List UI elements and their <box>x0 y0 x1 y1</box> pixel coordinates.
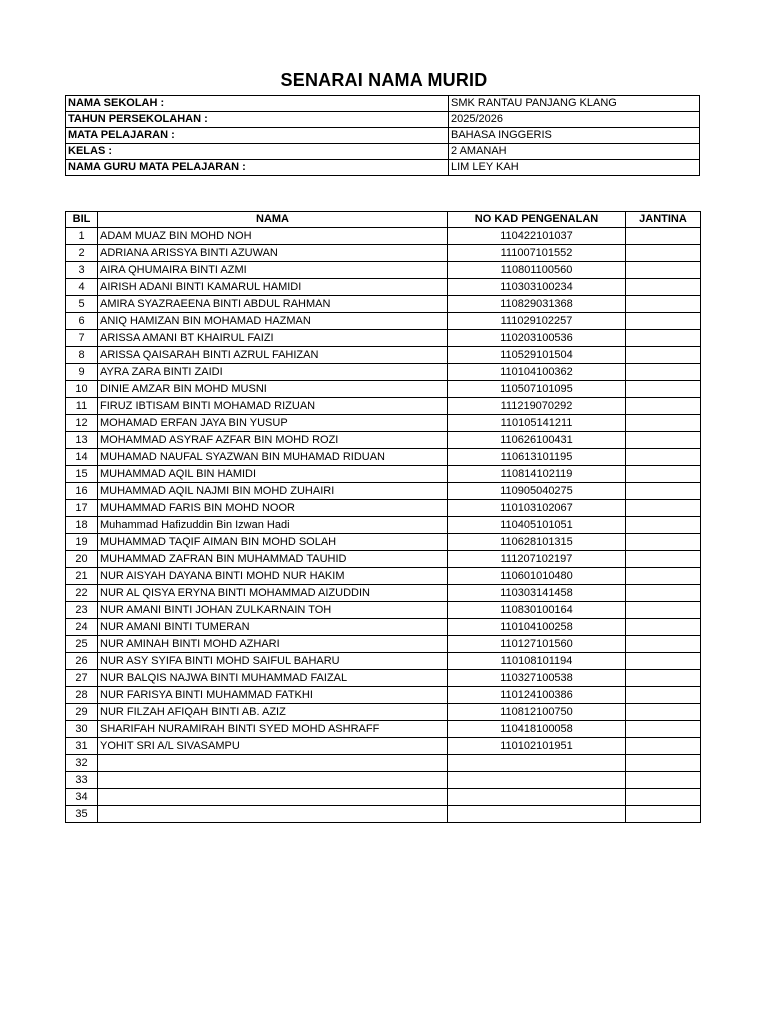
student-ic: 110303141458 <box>448 585 626 602</box>
student-ic: 110108101194 <box>448 653 626 670</box>
student-ic <box>448 772 626 789</box>
student-name: MUHAMMAD FARIS BIN MOHD NOOR <box>98 500 448 517</box>
info-label: NAMA SEKOLAH : <box>66 96 449 112</box>
student-bil: 20 <box>66 551 98 568</box>
table-row <box>66 432 701 449</box>
student-jantina <box>626 568 701 585</box>
student-jantina <box>626 381 701 398</box>
student-name: DINIE AMZAR BIN MOHD MUSNI <box>98 381 448 398</box>
student-bil: 3 <box>66 262 98 279</box>
student-name: ANIQ HAMIZAN BIN MOHAMAD HAZMAN <box>98 313 448 330</box>
table-row <box>66 568 701 585</box>
student-name: NUR FARISYA BINTI MUHAMMAD FATKHI <box>98 687 448 704</box>
student-ic: 110830100164 <box>448 602 626 619</box>
student-bil: 22 <box>66 585 98 602</box>
header-ic: NO KAD PENGENALAN <box>448 212 626 228</box>
student-name: NUR AMINAH BINTI MOHD AZHARI <box>98 636 448 653</box>
student-bil: 18 <box>66 517 98 534</box>
student-ic: 110812100750 <box>448 704 626 721</box>
page-title: SENARAI NAMA MURID <box>280 70 488 90</box>
table-row <box>66 653 701 670</box>
table-row <box>66 228 701 245</box>
table-row <box>66 585 701 602</box>
student-ic: 110105141211 <box>448 415 626 432</box>
table-row <box>66 687 701 704</box>
student-bil: 25 <box>66 636 98 653</box>
student-jantina <box>626 432 701 449</box>
student-jantina <box>626 738 701 755</box>
student-ic: 110327100538 <box>448 670 626 687</box>
info-value: SMK RANTAU PANJANG KLANG <box>449 96 700 112</box>
student-name: NUR AISYAH DAYANA BINTI MOHD NUR HAKIM <box>98 568 448 585</box>
table-row <box>66 262 701 279</box>
student-name: YOHIT SRI A/L SIVASAMPU <box>98 738 448 755</box>
student-bil: 15 <box>66 466 98 483</box>
student-bil: 17 <box>66 500 98 517</box>
student-ic: 110613101195 <box>448 449 626 466</box>
student-ic: 110601010480 <box>448 568 626 585</box>
info-row <box>66 160 700 176</box>
header-nama: NAMA <box>98 212 448 228</box>
student-bil: 19 <box>66 534 98 551</box>
student-name: MUHAMMAD AQIL NAJMI BIN MOHD ZUHAIRI <box>98 483 448 500</box>
table-row <box>66 500 701 517</box>
student-name: FIRUZ IBTISAM BINTI MOHAMAD RIZUAN <box>98 398 448 415</box>
school-info-table <box>65 95 700 176</box>
table-row <box>66 313 701 330</box>
student-name: MOHAMAD ERFAN JAYA BIN YUSUP <box>98 415 448 432</box>
student-bil: 28 <box>66 687 98 704</box>
info-row <box>66 144 700 160</box>
info-label: MATA PELAJARAN : <box>66 128 449 144</box>
info-value: BAHASA INGGERIS <box>449 128 700 144</box>
student-jantina <box>626 670 701 687</box>
student-name: NUR AMANI BINTI TUMERAN <box>98 619 448 636</box>
student-jantina <box>626 517 701 534</box>
student-jantina <box>626 466 701 483</box>
student-ic: 111007101552 <box>448 245 626 262</box>
info-value: 2 AMANAH <box>449 144 700 160</box>
student-bil: 7 <box>66 330 98 347</box>
table-row <box>66 330 701 347</box>
student-bil: 2 <box>66 245 98 262</box>
student-jantina <box>626 721 701 738</box>
student-bil: 10 <box>66 381 98 398</box>
student-name: Muhammad Hafizuddin Bin Izwan Hadi <box>98 517 448 534</box>
student-ic <box>448 806 626 823</box>
student-name: ADRIANA ARISSYA BINTI AZUWAN <box>98 245 448 262</box>
student-ic: 111207102197 <box>448 551 626 568</box>
student-jantina <box>626 245 701 262</box>
student-name: SHARIFAH NURAMIRAH BINTI SYED MOHD ASHRAFF <box>98 721 448 738</box>
student-jantina <box>626 704 701 721</box>
table-row <box>66 619 701 636</box>
table-row <box>66 789 701 806</box>
student-ic: 110628101315 <box>448 534 626 551</box>
student-bil: 8 <box>66 347 98 364</box>
table-row <box>66 636 701 653</box>
student-bil: 31 <box>66 738 98 755</box>
info-row <box>66 128 700 144</box>
student-bil: 35 <box>66 806 98 823</box>
student-ic: 110102101951 <box>448 738 626 755</box>
table-row <box>66 721 701 738</box>
student-ic <box>448 789 626 806</box>
table-row <box>66 398 701 415</box>
info-value: LIM LEY KAH <box>449 160 700 176</box>
student-name: AIRISH ADANI BINTI KAMARUL HAMIDI <box>98 279 448 296</box>
table-row <box>66 449 701 466</box>
student-bil: 16 <box>66 483 98 500</box>
table-header-row <box>66 212 701 228</box>
student-name: NUR AMANI BINTI JOHAN ZULKARNAIN TOH <box>98 602 448 619</box>
student-ic: 110829031368 <box>448 296 626 313</box>
table-row <box>66 483 701 500</box>
table-row <box>66 670 701 687</box>
table-row <box>66 381 701 398</box>
student-jantina <box>626 636 701 653</box>
student-ic: 110626100431 <box>448 432 626 449</box>
student-ic: 110127101560 <box>448 636 626 653</box>
student-bil: 24 <box>66 619 98 636</box>
table-row <box>66 534 701 551</box>
student-bil: 33 <box>66 772 98 789</box>
student-ic <box>448 755 626 772</box>
table-row <box>66 551 701 568</box>
student-ic: 110405101051 <box>448 517 626 534</box>
student-bil: 30 <box>66 721 98 738</box>
table-row <box>66 772 701 789</box>
table-row <box>66 466 701 483</box>
student-bil: 13 <box>66 432 98 449</box>
student-name <box>98 772 448 789</box>
student-bil: 14 <box>66 449 98 466</box>
student-ic: 110104100258 <box>448 619 626 636</box>
info-row <box>66 112 700 128</box>
table-row <box>66 415 701 432</box>
student-jantina <box>626 296 701 313</box>
student-name: NUR FILZAH AFIQAH BINTI AB. AZIZ <box>98 704 448 721</box>
table-row <box>66 704 701 721</box>
student-ic: 110203100536 <box>448 330 626 347</box>
student-name: AYRA ZARA BINTI ZAIDI <box>98 364 448 381</box>
student-bil: 11 <box>66 398 98 415</box>
student-name: MUHAMMAD ZAFRAN BIN MUHAMMAD TAUHID <box>98 551 448 568</box>
info-value: 2025/2026 <box>449 112 700 128</box>
student-ic: 110905040275 <box>448 483 626 500</box>
table-row <box>66 738 701 755</box>
student-bil: 9 <box>66 364 98 381</box>
table-row <box>66 279 701 296</box>
student-ic: 110529101504 <box>448 347 626 364</box>
student-bil: 23 <box>66 602 98 619</box>
student-ic: 110507101095 <box>448 381 626 398</box>
student-jantina <box>626 228 701 245</box>
student-name <box>98 789 448 806</box>
student-jantina <box>626 619 701 636</box>
student-bil: 12 <box>66 415 98 432</box>
student-name: NUR BALQIS NAJWA BINTI MUHAMMAD FAIZAL <box>98 670 448 687</box>
info-row <box>66 96 700 112</box>
student-ic: 110801100560 <box>448 262 626 279</box>
student-jantina <box>626 398 701 415</box>
student-bil: 21 <box>66 568 98 585</box>
student-name: MUHAMMAD AQIL BIN HAMIDI <box>98 466 448 483</box>
student-ic: 110814102119 <box>448 466 626 483</box>
table-row <box>66 245 701 262</box>
student-jantina <box>626 279 701 296</box>
student-jantina <box>626 313 701 330</box>
student-jantina <box>626 500 701 517</box>
student-jantina <box>626 687 701 704</box>
student-ic: 110124100386 <box>448 687 626 704</box>
student-ic: 110303100234 <box>448 279 626 296</box>
table-row <box>66 602 701 619</box>
header-jantina: JANTINA <box>626 212 701 228</box>
student-jantina <box>626 262 701 279</box>
student-name: AIRA QHUMAIRA BINTI AZMI <box>98 262 448 279</box>
table-row <box>66 806 701 823</box>
table-row <box>66 296 701 313</box>
student-bil: 34 <box>66 789 98 806</box>
student-jantina <box>626 347 701 364</box>
student-jantina <box>626 772 701 789</box>
table-row <box>66 517 701 534</box>
student-jantina <box>626 602 701 619</box>
student-bil: 6 <box>66 313 98 330</box>
student-name: MUHAMMAD TAQIF AIMAN BIN MOHD SOLAH <box>98 534 448 551</box>
student-jantina <box>626 534 701 551</box>
student-ic: 110104100362 <box>448 364 626 381</box>
student-jantina <box>626 364 701 381</box>
student-name: NUR ASY SYIFA BINTI MOHD SAIFUL BAHARU <box>98 653 448 670</box>
student-name <box>98 806 448 823</box>
table-row <box>66 755 701 772</box>
student-jantina <box>626 653 701 670</box>
info-label: KELAS : <box>66 144 449 160</box>
student-jantina <box>626 415 701 432</box>
student-jantina <box>626 585 701 602</box>
info-label: TAHUN PERSEKOLAHAN : <box>66 112 449 128</box>
student-jantina <box>626 551 701 568</box>
student-jantina <box>626 755 701 772</box>
header-bil: BIL <box>66 212 98 228</box>
student-name: MOHAMMAD ASYRAF AZFAR BIN MOHD ROZI <box>98 432 448 449</box>
student-bil: 29 <box>66 704 98 721</box>
table-row <box>66 347 701 364</box>
student-name: AMIRA SYAZRAEENA BINTI ABDUL RAHMAN <box>98 296 448 313</box>
student-jantina <box>626 330 701 347</box>
student-jantina <box>626 449 701 466</box>
student-ic: 110418100058 <box>448 721 626 738</box>
student-name: ADAM MUAZ BIN MOHD NOH <box>98 228 448 245</box>
student-jantina <box>626 789 701 806</box>
student-ic: 110103102067 <box>448 500 626 517</box>
student-bil: 4 <box>66 279 98 296</box>
student-jantina <box>626 806 701 823</box>
student-bil: 26 <box>66 653 98 670</box>
student-ic: 110422101037 <box>448 228 626 245</box>
student-name: NUR AL QISYA ERYNA BINTI MOHAMMAD AIZUDDIN <box>98 585 448 602</box>
table-row <box>66 364 701 381</box>
student-bil: 1 <box>66 228 98 245</box>
student-jantina <box>626 483 701 500</box>
student-ic: 111029102257 <box>448 313 626 330</box>
student-name: MUHAMAD NAUFAL SYAZWAN BIN MUHAMAD RIDUAN <box>98 449 448 466</box>
student-list-table <box>65 211 701 823</box>
student-bil: 27 <box>66 670 98 687</box>
student-name: ARISSA AMANI BT KHAIRUL FAIZI <box>98 330 448 347</box>
student-name: ARISSA QAISARAH BINTI AZRUL FAHIZAN <box>98 347 448 364</box>
student-name <box>98 755 448 772</box>
student-bil: 5 <box>66 296 98 313</box>
student-ic: 111219070292 <box>448 398 626 415</box>
student-bil: 32 <box>66 755 98 772</box>
info-label: NAMA GURU MATA PELAJARAN : <box>66 160 449 176</box>
